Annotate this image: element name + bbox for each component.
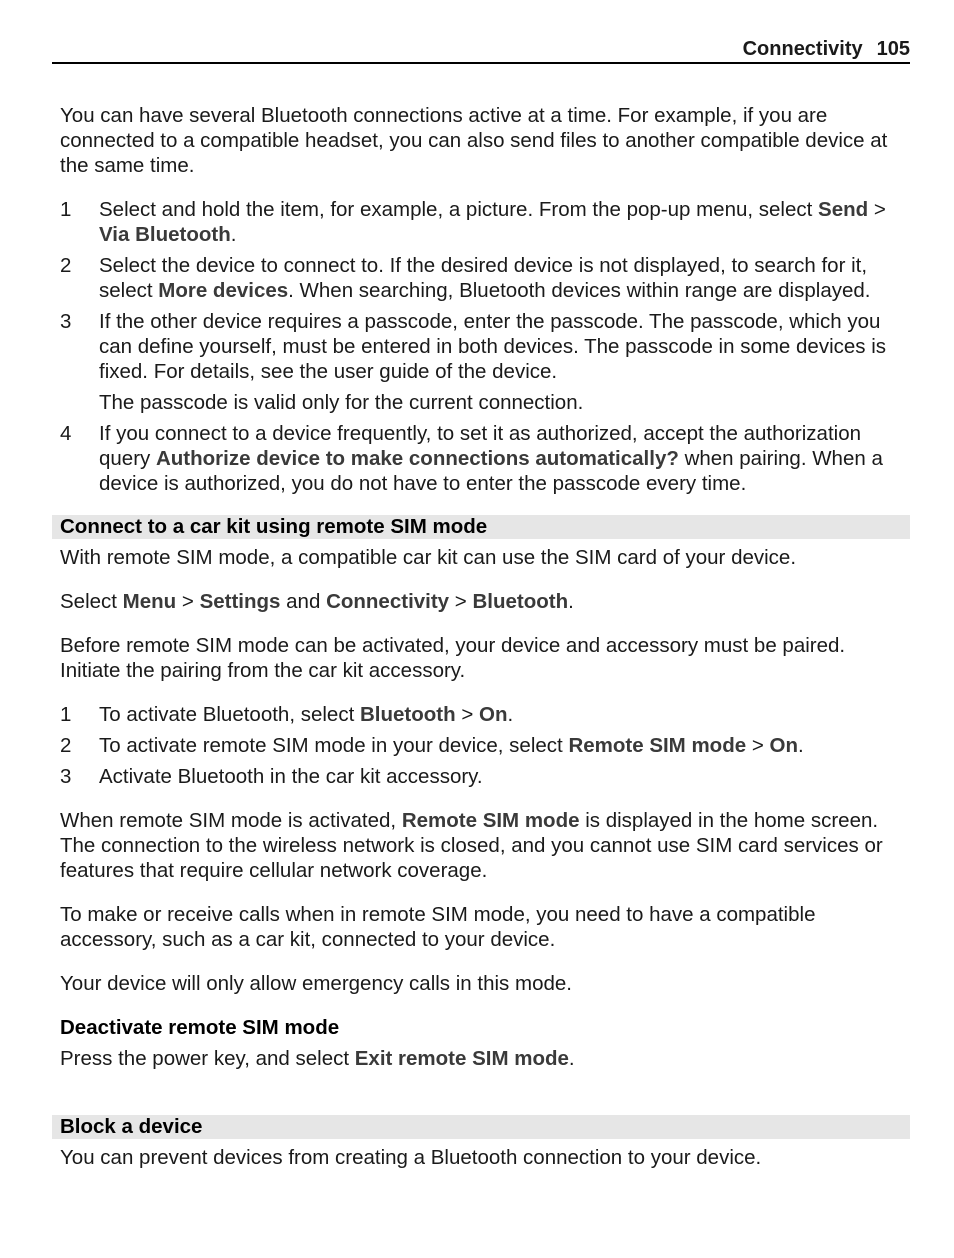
ui-term: Bluetooth bbox=[472, 590, 569, 613]
deactivate-paragraph bbox=[60, 1046, 910, 1071]
ui-term: Connectivity bbox=[326, 590, 450, 613]
text: . bbox=[568, 590, 574, 613]
step-text: . When searching, Bluetooth devices within range are displayed. bbox=[288, 279, 871, 302]
step-text: . bbox=[230, 223, 237, 246]
remote-sim-steps-list bbox=[60, 702, 910, 789]
text: Select bbox=[60, 590, 123, 613]
step-number: 4 bbox=[60, 422, 72, 445]
step-text: Activate Bluetooth in the car kit accessory. bbox=[99, 765, 483, 788]
step-text: To activate Bluetooth, select bbox=[99, 703, 360, 726]
text: . bbox=[568, 1047, 575, 1070]
ui-term: Send bbox=[818, 198, 869, 221]
page-content bbox=[60, 103, 910, 1189]
page-header bbox=[52, 36, 910, 64]
ui-term: Bluetooth bbox=[359, 703, 456, 726]
step-text: > bbox=[746, 734, 770, 757]
text: Press the power key, and select bbox=[60, 1047, 355, 1070]
remote-sim-intro: With remote SIM mode, a compatible car kit can use the SIM card of your device. bbox=[60, 546, 797, 569]
section-heading-block-device: Block a device bbox=[52, 1115, 910, 1139]
ui-term: Exit remote SIM mode bbox=[354, 1047, 569, 1070]
list-item bbox=[60, 197, 910, 247]
step-text: > bbox=[455, 703, 479, 726]
step-text: Select the device to connect to. If the desired device is not displayed, to search for it, select bbox=[99, 254, 868, 302]
activated-paragraph bbox=[60, 808, 910, 883]
ui-term: On bbox=[769, 734, 798, 757]
ui-term: Via Bluetooth bbox=[99, 223, 231, 246]
ui-term: Remote SIM mode bbox=[401, 809, 580, 832]
section-heading-remote-sim: Connect to a car kit using remote SIM mode bbox=[52, 515, 910, 539]
step-number: 3 bbox=[60, 310, 72, 333]
header-section-title: Connectivity bbox=[742, 38, 863, 60]
list-item bbox=[60, 764, 910, 789]
step-text: If the other device requires a passcode, enter the passcode. The passcode, which you can define yourself, must be entered in both devices. The passcode in some devices is fixed. For details, see the user guide of the device. bbox=[99, 310, 887, 383]
ui-term: Remote SIM mode bbox=[568, 734, 747, 757]
step-text: > bbox=[868, 198, 886, 221]
block-paragraph: You can prevent devices from creating a Bluetooth connection to your device. bbox=[60, 1146, 762, 1169]
subheading-deactivate: Deactivate remote SIM mode bbox=[60, 1016, 340, 1039]
list-item bbox=[60, 702, 910, 727]
emergency-paragraph: Your device will only allow emergency calls in this mode. bbox=[60, 972, 572, 995]
intro-paragraph: You can have several Bluetooth connections active at a time. For example, if you are connected to a compatible headset, you can also send files to another compatible device at the same time. bbox=[60, 104, 888, 177]
step-text: If you connect to a device frequently, to set it as authorized, accept the authorization query bbox=[99, 422, 861, 470]
step-note: The passcode is valid only for the current connection. bbox=[99, 391, 584, 414]
page-number: 105 bbox=[876, 38, 910, 60]
step-text: To activate remote SIM mode in your device, select bbox=[99, 734, 569, 757]
select-path-paragraph bbox=[60, 589, 910, 614]
text: and bbox=[280, 590, 327, 613]
text: > bbox=[449, 590, 473, 613]
step-text: . bbox=[797, 734, 804, 757]
step-number: 1 bbox=[60, 198, 72, 221]
step-text: Select and hold the item, for example, a picture. From the pop-up menu, select bbox=[99, 198, 819, 221]
step-number: 2 bbox=[60, 734, 72, 757]
ui-term: Authorize device to make connections automatically? bbox=[155, 447, 679, 470]
text: > bbox=[176, 590, 200, 613]
text: When remote SIM mode is activated, bbox=[60, 809, 402, 832]
step-text: . bbox=[507, 703, 514, 726]
step-number: 3 bbox=[60, 765, 72, 788]
pairing-paragraph: Before remote SIM mode can be activated, your device and accessory must be paired. Initiate the pairing from the car kit accessory. bbox=[60, 634, 846, 682]
list-item bbox=[60, 253, 910, 303]
step-number: 2 bbox=[60, 254, 72, 277]
ui-term: More devices bbox=[158, 279, 289, 302]
ui-term: Menu bbox=[122, 590, 177, 613]
step-number: 1 bbox=[60, 703, 72, 726]
ui-term: Settings bbox=[199, 590, 281, 613]
list-item bbox=[60, 733, 910, 758]
calls-paragraph: To make or receive calls when in remote SIM mode, you need to have a compatible accessory, such as a car kit, connected to your device. bbox=[60, 903, 816, 951]
text: is displayed in the home screen. The connection to the wireless network is closed, and you cannot use SIM card services or features that require cellular network coverage. bbox=[60, 809, 883, 882]
step-text: when pairing. When a device is authorized, you do not have to enter the passcode every time. bbox=[99, 447, 883, 495]
ui-term: On bbox=[479, 703, 508, 726]
list-item bbox=[60, 309, 910, 415]
send-steps-list bbox=[60, 197, 910, 496]
list-item bbox=[60, 421, 910, 496]
